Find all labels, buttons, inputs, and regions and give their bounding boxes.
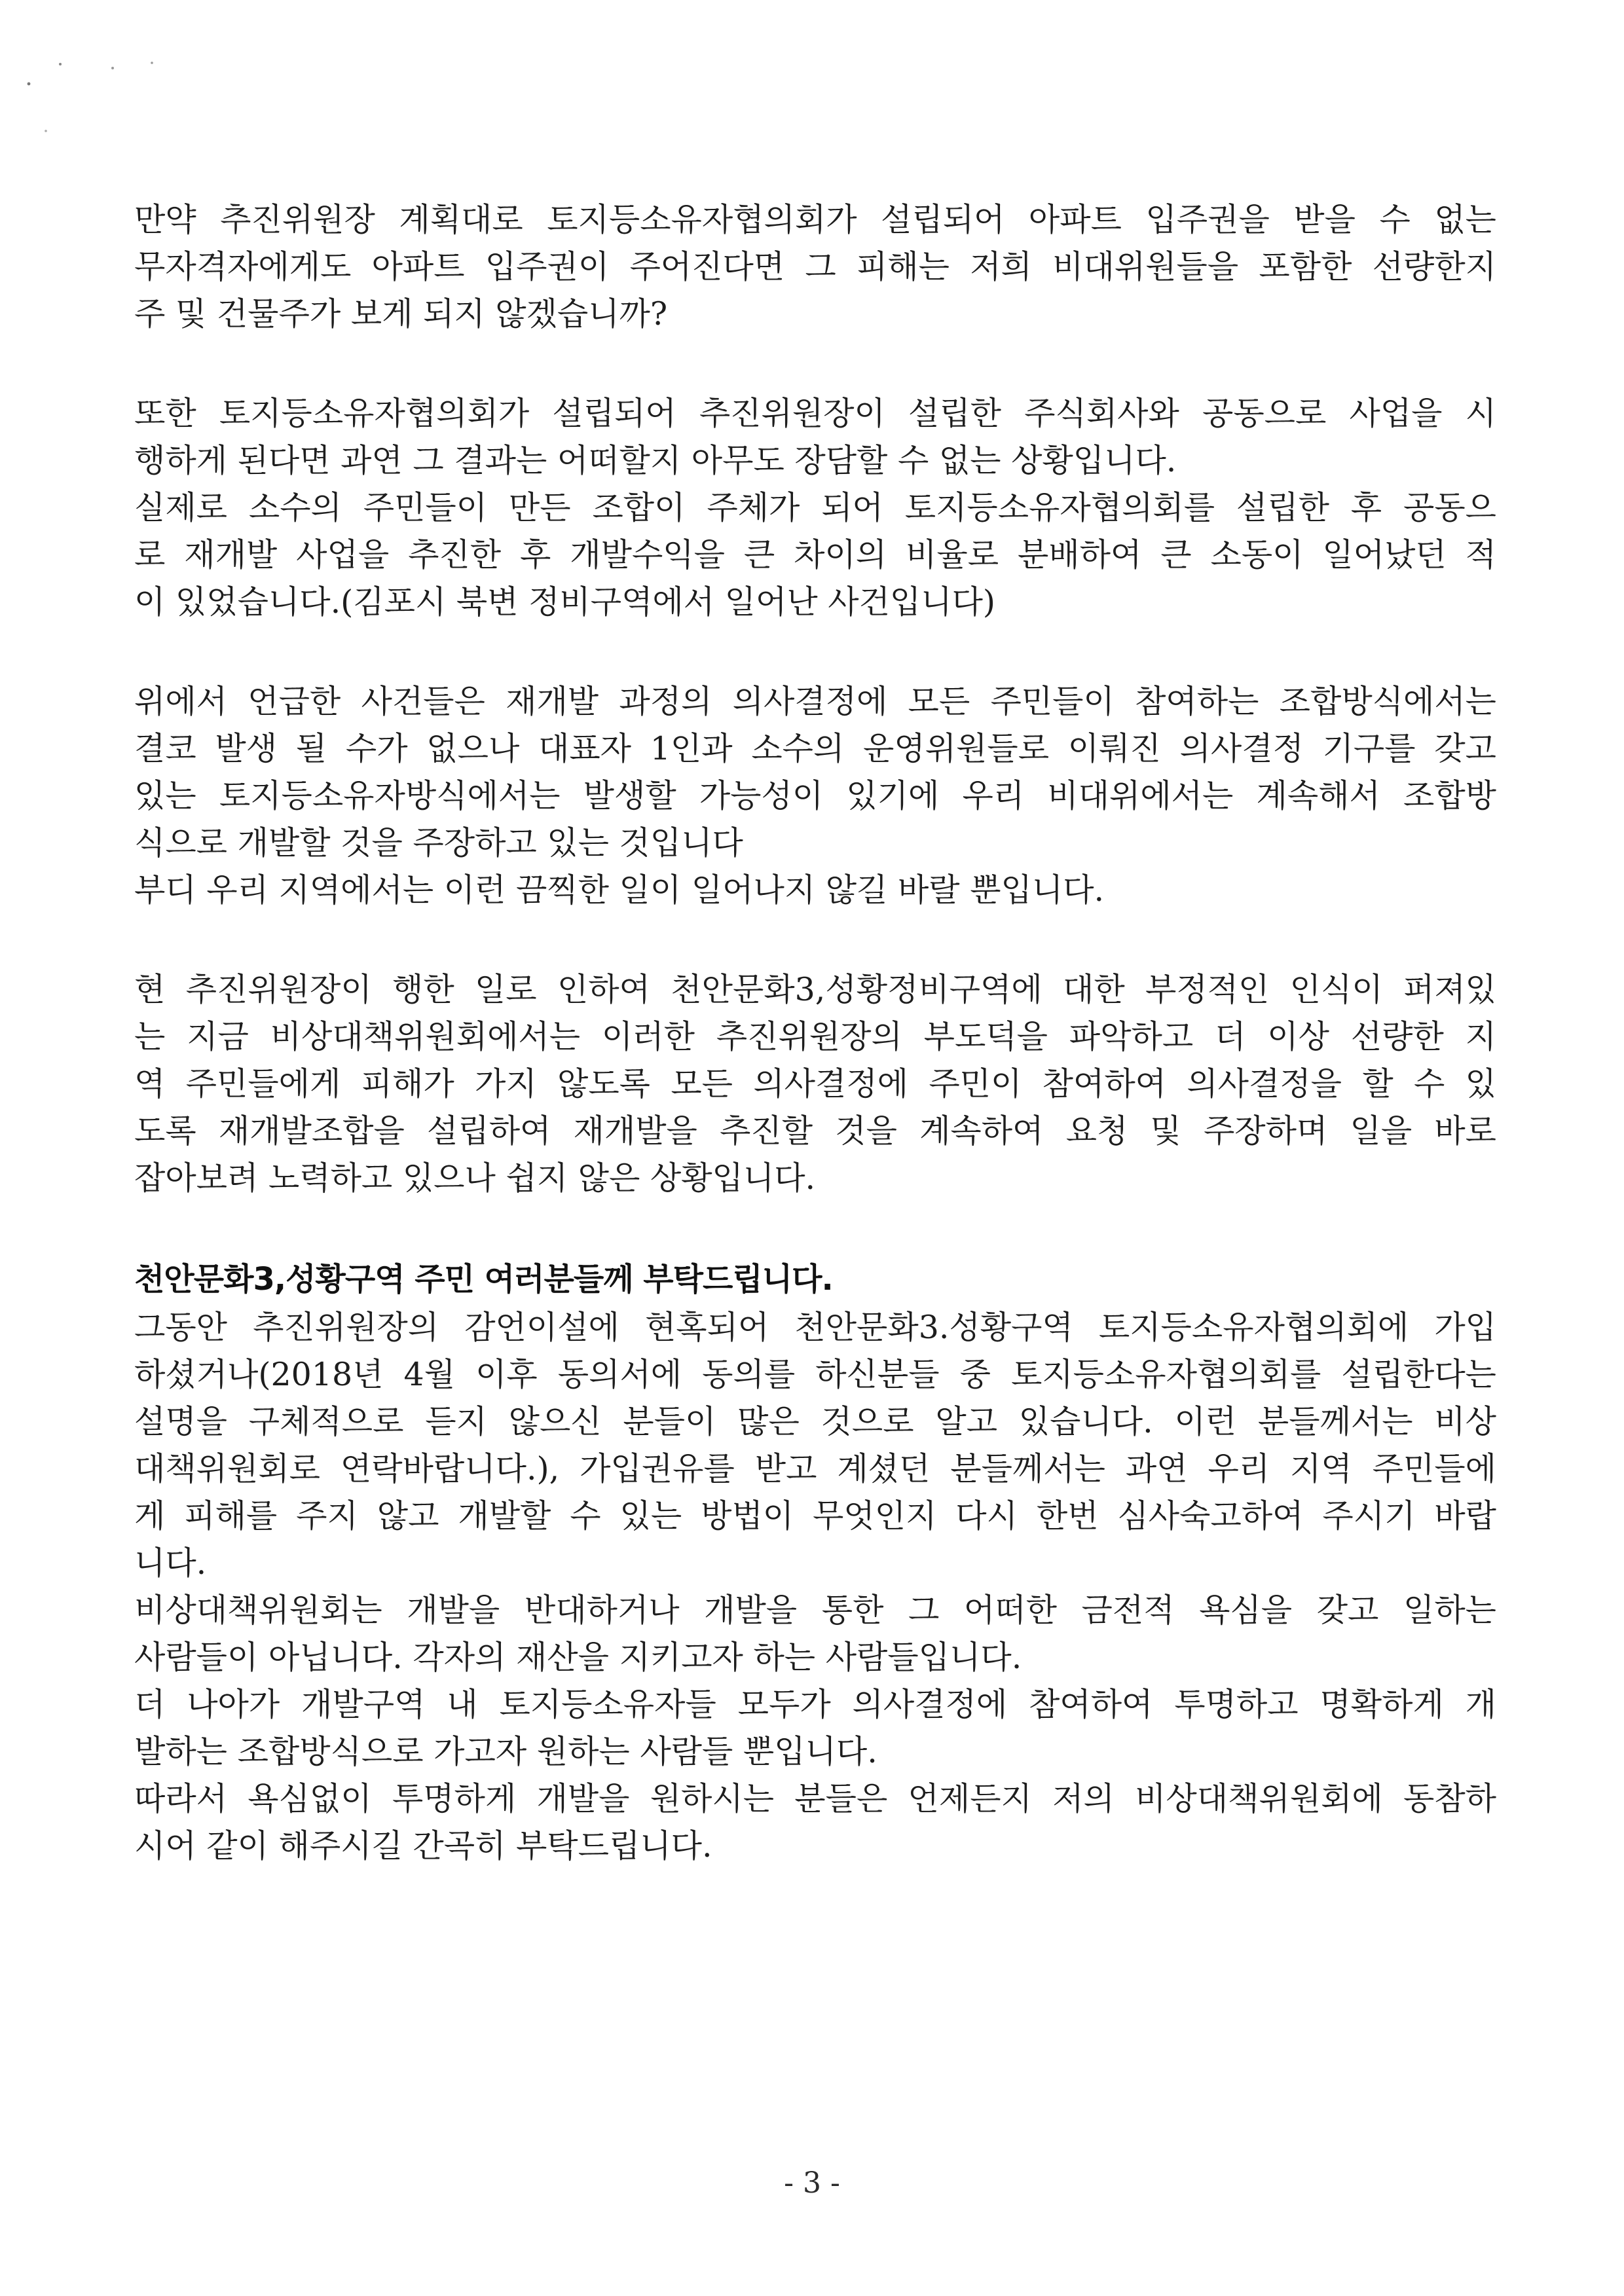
- speck: [59, 63, 62, 65]
- text-line: 잡아보려 노력하고 있으나 쉽지 않은 상황입니다.: [134, 1159, 816, 1197]
- text-line: 발하는 조합방식으로 가고자 원하는 사람들 뿐입니다.: [134, 1733, 877, 1770]
- scan-specks: [0, 0, 210, 144]
- text-line: 부디 우리 지역에서는 이런 끔찍한 일이 일어나지 않길 바랄 뿐입니다.: [134, 871, 1105, 909]
- text-line: 게 피해를 주지 않고 개발할 수 있는 방법이 무엇인지 다시 한번 심사숙고하여 주시기 바랍: [134, 1497, 1496, 1535]
- text-line: 설명을 구체적으로 듣지 않으신 분들이 많은 것으로 알고 있습니다. 이런 분들께서는 비상: [134, 1403, 1496, 1440]
- text-line: 있는 토지등소유자방식에서는 발생할 가능성이 있기에 우리 비대위에서는 계속해서 조합방: [134, 777, 1496, 814]
- paragraph-gap: [134, 338, 1496, 390]
- text-line: 실제로 소수의 주민들이 만든 조합이 주체가 되어 토지등소유자협의회를 설립한 후 공동으: [134, 489, 1496, 526]
- text-line: 행하게 된다면 과연 그 결과는 어떠할지 아무도 장담할 수 없는 상황입니다.: [134, 442, 1177, 479]
- text-line: 는 지금 비상대책위원회에서는 이러한 추진위원장의 부도덕을 파악하고 더 이상 선량한 지: [134, 1018, 1496, 1055]
- text-line: 도록 재개발조합을 설립하여 재개발을 추진할 것을 계속하여 요청 및 주장하며 일을 바로: [134, 1112, 1496, 1150]
- text-line: 니다.: [134, 1544, 207, 1582]
- document-body: [134, 196, 1496, 1870]
- paragraph-4: [134, 966, 1496, 1202]
- paragraph-3: [134, 678, 1496, 914]
- text-line: 더 나아가 개발구역 내 토지등소유자들 모두가 의사결정에 참여하여 투명하고 명확하게 개: [134, 1686, 1496, 1723]
- closing-paragraph: [134, 1304, 1496, 1870]
- paragraph-1: [134, 196, 1496, 338]
- text-line: 식으로 개발할 것을 주장하고 있는 것입니다: [134, 824, 743, 862]
- speck: [111, 67, 114, 69]
- speck: [28, 82, 31, 86]
- text-line: 결코 발생 될 수가 없으나 대표자 1인과 소수의 운영위원들로 이뤄진 의사결정 기구를 갖고: [134, 730, 1496, 767]
- text-line: 시어 같이 해주시길 간곡히 부탁드립니다.: [134, 1827, 712, 1865]
- text-line: 하셨거나(2018년 4월 이후 동의서에 동의를 하신분들 중 토지등소유자협의회를 설립한다는: [134, 1356, 1496, 1393]
- paragraph-gap: [134, 626, 1496, 678]
- text-line: 사람들이 아닙니다. 각자의 재산을 지키고자 하는 사람들입니다.: [134, 1639, 1022, 1676]
- text-line: 비상대책위원회는 개발을 반대하거나 개발을 통한 그 어떠한 금전적 욕심을 갖고 일하는: [134, 1592, 1496, 1629]
- text-line: 만약 추진위원장 계획대로 토지등소유자협의회가 설립되어 아파트 입주권을 받을 수 없는: [134, 201, 1496, 238]
- text-line: 주 및 건물주가 보게 되지 않겠습니까?: [134, 295, 668, 333]
- text-line: 대책위원회로 연락바랍니다.), 가입권유를 받고 계셨던 분들께서는 과연 우리 지역 주민들에: [134, 1450, 1496, 1487]
- page-number: - 3 -: [784, 2166, 840, 2200]
- text-line: 그동안 추진위원장의 감언이설에 현혹되어 천안문화3.성황구역 토지등소유자협의회에 가입: [134, 1309, 1496, 1346]
- text-line: 무자격자에게도 아파트 입주권이 주어진다면 그 피해는 저희 비대위원들을 포함한 선량한지: [134, 248, 1496, 285]
- text-line: 또한 토지등소유자협의회가 설립되어 추진위원장이 설립한 주식회사와 공동으로 사업을 시: [134, 395, 1496, 432]
- text-line: 로 재개발 사업을 추진한 후 개발수익을 큰 차이의 비율로 분배하여 큰 소동이 일어났던 적: [134, 536, 1496, 574]
- text-line: 역 주민들에게 피해가 가지 않도록 모든 의사결정에 주민이 참여하여 의사결정을 할 수 있: [134, 1065, 1496, 1102]
- text-line: 따라서 욕심없이 투명하게 개발을 원하시는 분들은 언제든지 저의 비상대책위원회에 동참하: [134, 1780, 1496, 1817]
- text-line: 위에서 언급한 사건들은 재개발 과정의 의사결정에 모든 주민들이 참여하는 조합방식에서는: [134, 683, 1496, 720]
- paragraph-gap: [134, 914, 1496, 966]
- speck: [151, 62, 153, 64]
- text-line: 현 추진위원장이 행한 일로 인하여 천안문화3,성황정비구역에 대한 부정적인 인식이 퍼져있: [134, 971, 1496, 1008]
- section-heading: 천안문화3,성황구역 주민 여러분들께 부탁드립니다.: [134, 1261, 833, 1298]
- paragraph-2: [134, 390, 1496, 626]
- paragraph-gap: [134, 1202, 1496, 1254]
- text-line: 이 있었습니다.(김포시 북변 정비구역에서 일어난 사건입니다): [134, 583, 996, 621]
- speck: [45, 130, 47, 132]
